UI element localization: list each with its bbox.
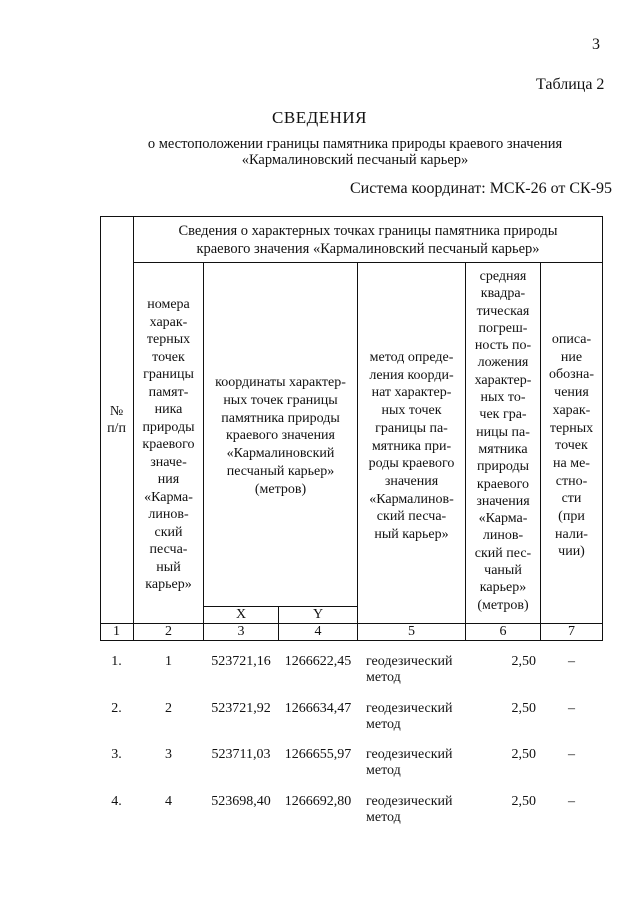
column-number: 4 [314,624,322,639]
col7-header-line: сти [561,491,582,507]
col2-header-line: ный [156,559,181,575]
col7-header [541,331,602,561]
col5-header-line: ный карьер» [374,527,449,543]
column-number: 3 [237,624,245,639]
coord-y: 1266692,80 [284,794,352,809]
col34-header-line: ных точек границы [223,392,338,408]
col6-header-line: чек гра- [479,407,527,423]
col5-header-line: «Кармалинов- [369,491,454,507]
point-number: 1 [165,654,172,669]
mean-error: 2,50 [511,747,536,762]
col2-header-line: «Карма- [144,489,193,505]
mean-error: 2,50 [511,701,536,716]
column-number: 7 [568,624,575,639]
col5-header-line: значения [384,473,439,489]
col6-header-line: значения [476,493,530,509]
point-number: 4 [165,794,172,809]
subtitle-line-1: о местоположении границы памятника природы краевого значения [147,136,563,152]
col5-header-line: ных точек [381,403,442,419]
document-subtitle [90,136,620,168]
col2-header-line: границы [143,367,194,382]
coord-y: 1266634,47 [284,701,352,716]
method-line: метод [366,670,401,685]
col34-header-line: памятника природы [221,410,340,426]
table-right-border [602,216,603,641]
col1-header [100,404,133,437]
method-line: метод [366,810,401,825]
col1-header-line: № [109,404,124,419]
col2-header-line: значе- [150,454,187,470]
group-header-line: краевого значения «Кармалиновский песчаный карьер» [196,241,540,257]
table-top-border [100,216,603,217]
col5-header [358,349,465,544]
col7-header-line: терных [549,420,594,436]
col7-header-line: описа- [551,332,592,347]
col5-header-line: нат характер- [371,385,452,401]
col6-header-line: ский пес- [474,545,532,561]
col7-header-line: стно- [555,473,588,489]
col7-header-line: ние [560,349,583,365]
col5-header-line: метод опреде- [369,350,454,365]
col2-header-line: точек [152,349,185,365]
group-header-line: Сведения о характерных точках границы памятника природы [178,223,558,239]
mean-error: 2,50 [511,654,536,669]
col6-header-line: краевого [476,476,530,492]
mean-error: 2,50 [511,794,536,809]
col6-header-line: тическая [476,303,530,319]
table-label: Таблица 2 [536,76,605,93]
row-number: 4. [111,794,122,809]
coord-x: 523698,40 [211,794,271,809]
col7-header-line: (при [558,509,585,525]
col7-header-line: чения [554,385,589,401]
col6-header-line: чаный [484,563,522,579]
col34-header-line: координаты характер- [215,375,346,390]
col2-header-line: карьер» [145,577,192,592]
coord-y: 1266622,45 [284,654,352,669]
subtitle-line-2: «Кармалиновский песчаный карьер» [241,152,469,168]
column-number: 2 [165,624,172,639]
point-number: 3 [165,747,172,762]
column-number: 1 [113,624,120,639]
col5-header-line: ский песча- [376,509,447,525]
col2-header-line: номера [147,297,190,312]
col6-header-line: «Карма- [478,511,528,527]
method [366,701,466,733]
group-header [134,222,602,258]
col2-header-line: ника [154,402,183,417]
col2-header-line: песча- [149,542,188,557]
col6-header [466,268,540,614]
col5-header-line: границы па- [375,420,448,436]
row-number: 3. [111,747,122,762]
col6-header-line: погреш- [478,320,528,336]
coord-x: 523721,92 [211,701,271,716]
method [366,794,466,826]
colnum-bottom-border [100,640,603,641]
col6-header-line: ницы па- [476,424,530,440]
method [366,654,466,686]
col5-header-line: роды краевого [368,456,455,472]
col2-header [134,296,203,594]
row-number: 1. [111,654,122,669]
point-description: – [568,654,575,669]
method [366,747,466,779]
col7-header-line: на ме- [553,455,590,471]
point-description: – [568,701,575,716]
col6-header-line: линов- [482,528,524,544]
coordinate-system: Система координат: МСК-26 от СК-95 [350,180,613,197]
col6-header-line: характер- [474,372,532,388]
col2-header-line: памят- [148,384,189,400]
col7-header-line: нали- [555,526,588,542]
col6-header-line: ложения [477,355,529,371]
col6-header-line: ность по- [474,338,532,354]
col4-subheader: Y [312,607,324,622]
col3-subheader: X [235,607,247,622]
col2-header-line: харак- [149,314,188,330]
point-number: 2 [165,701,172,716]
col34-header-line: краевого значения [226,428,335,444]
method-line: геодезический [366,794,453,809]
col7-header-line: харак- [552,402,591,418]
col6-header-line: квадра- [480,286,526,302]
col6-header-line: карьер» [479,580,527,596]
col6-header-line: (метров) [477,597,529,613]
col1-header-line: п/п [107,420,126,436]
col6-header-line: природы [476,459,530,475]
col5-header-line: ления коорди- [369,367,454,383]
col7-header-line: чии) [558,544,585,560]
method-line: геодезический [366,747,453,762]
point-description: – [568,794,575,809]
method-line: метод [366,763,401,778]
col7-header-line: обозна- [548,367,595,383]
col34-header-line: песчаный карьер» [226,463,335,479]
col5-header-line: мятника при- [371,438,452,454]
col7-header-line: точек [555,438,588,454]
point-description: – [568,747,575,762]
col6-header-line: средняя [479,269,527,284]
col2-header-line: краевого [142,437,195,452]
col2-header-line: природы [142,419,195,435]
col6-header-line: ных то- [480,390,526,406]
col34-header [204,374,357,499]
col34-header-line: «Кармалиновский [226,446,335,462]
col6-header-line: мятника [478,441,528,457]
method-line: геодезический [366,701,453,716]
row-number: 2. [111,701,122,716]
coord-x: 523721,16 [211,654,271,669]
col34-header-line: (метров) [254,481,307,497]
column-number: 6 [499,624,507,639]
col2-header-line: ский [154,524,183,540]
method-line: геодезический [366,654,453,669]
col2-header-line: ния [157,472,180,487]
coord-x: 523711,03 [211,747,271,762]
page-number: 3 [592,36,600,53]
method-line: метод [366,717,401,732]
document-title: СВЕДЕНИЯ [272,108,367,127]
coord-y: 1266655,97 [284,747,352,762]
col2-header-line: линов- [148,507,189,522]
col2-header-line: терных [146,332,191,347]
column-number: 5 [408,624,415,639]
